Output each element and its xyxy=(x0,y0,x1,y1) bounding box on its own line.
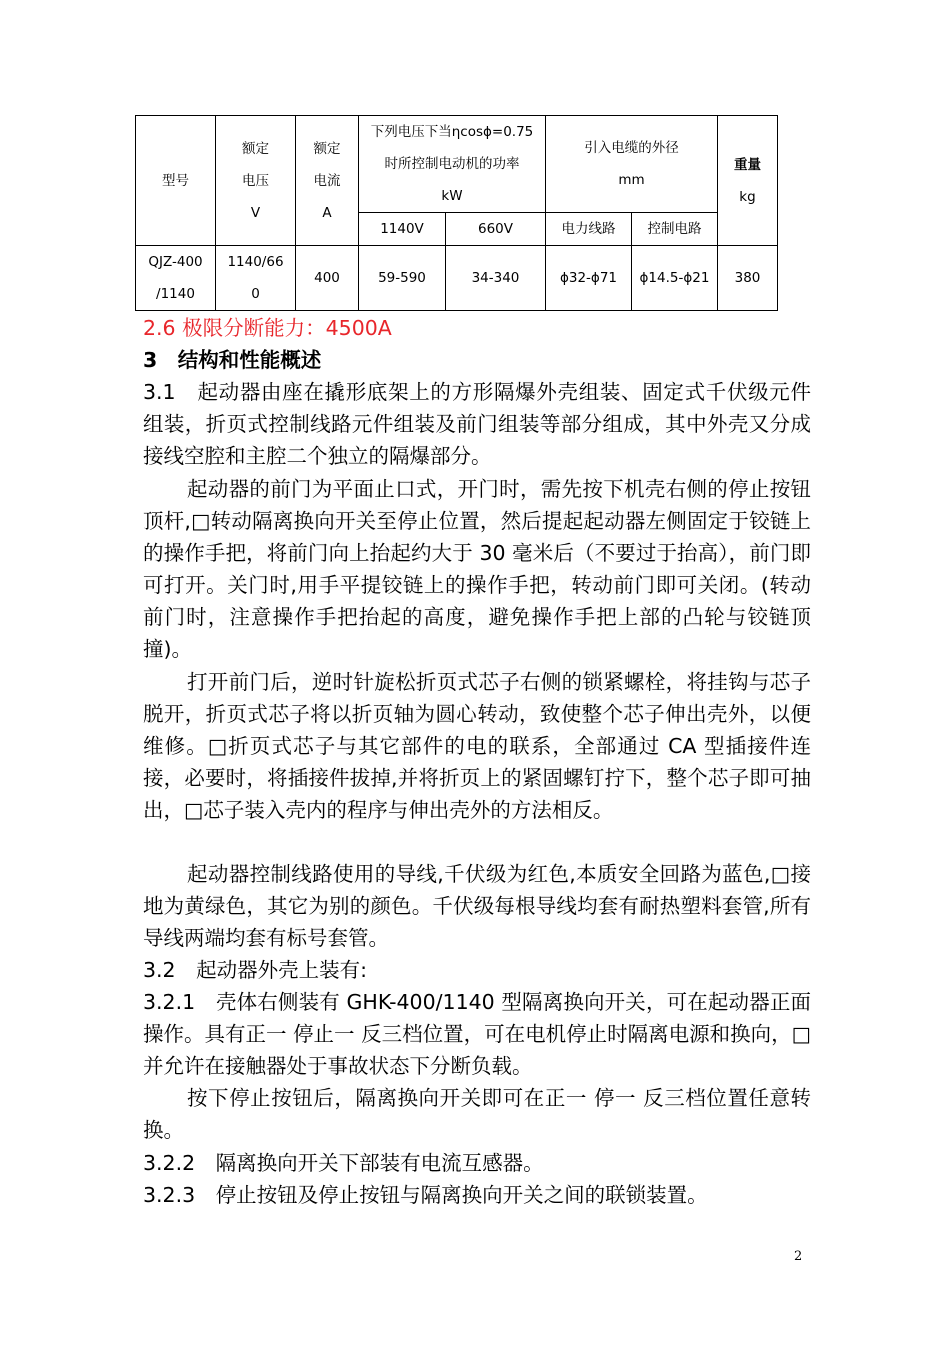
cell-power-1140: 59-590 xyxy=(359,246,446,311)
page-number: 2 xyxy=(794,1249,803,1264)
section-3-title: 3 结构和性能概述 xyxy=(143,348,322,372)
cell-weight: 380 xyxy=(718,246,778,311)
header-current: 额定 电流 A xyxy=(296,116,359,246)
section-2-6-heading: 2.6 极限分断能力：4500A xyxy=(143,316,392,340)
paragraph-3-2: 3.2 起动器外壳上装有: xyxy=(143,958,368,982)
header-voltage: 额定 电压 V xyxy=(216,116,296,246)
header-power-1140: 1140V xyxy=(359,213,446,246)
header-cable: 引入电缆的外径 mm xyxy=(546,116,718,213)
cell-cable-control: ϕ14.5-ϕ21 xyxy=(632,246,718,311)
paragraph-3-1: 3.1 起动器由座在撬形底架上的方形隔爆外壳组装、固定式千伏级元件组装，折页式控制线路元件组装及前门组装等部分组成，其中外壳又分成接线空腔和主腔二个独立的隔爆部分。 xyxy=(143,380,811,468)
spec-table xyxy=(135,115,778,311)
paragraph-3-2-3: 3.2.3 停止按钮及停止按钮与隔离换向开关之间的联锁装置。 xyxy=(143,1183,708,1207)
paragraph-wires: 起动器控制线路使用的导线,千伏级为红色,本质安全回路为蓝色,□接地为黄绿色，其它为别的颜色。千伏级每根导线均套有耐热塑料套管,所有导线两端均套有标号套管。 xyxy=(143,862,811,950)
header-cable-control: 控制电路 xyxy=(632,213,718,246)
header-model: 型号 xyxy=(136,116,216,246)
header-cable-power: 电力线路 xyxy=(546,213,632,246)
header-power: 下列电压下当ηcosϕ=0.75 时所控制电动机的功率 kW xyxy=(359,116,546,213)
cell-current: 400 xyxy=(296,246,359,311)
paragraph-open-door: 打开前门后，逆时针旋松折页式芯子右侧的锁紧螺栓，将挂钩与芯子脱开，折页式芯子将以折页轴为圆心转动，致使整个芯子伸出壳外，以便维修。□折页式芯子与其它部件的电的联系，全部通过 CA 型插接件连接，必要时，将插接件拔掉,并将折页上的紧固螺钉拧下，整个芯子即可抽出，□芯子装入壳内的程序与伸出壳外的方法相反。 xyxy=(143,670,811,822)
paragraph-3-2-1: 3.2.1 壳体右侧装有 GHK-400/1140 型隔离换向开关，可在起动器正面操作。具有正一 停止一 反三档位置，可在电机停止时隔离电源和换向，□并允许在接触器处于事故状态下分断负载。 xyxy=(143,990,811,1078)
cell-power-660: 34-340 xyxy=(446,246,546,311)
cell-cable-power: ϕ32-ϕ71 xyxy=(546,246,632,311)
header-weight: 重量 kg xyxy=(718,116,778,246)
cell-voltage: 1140/66 0 xyxy=(216,246,296,311)
header-power-660: 660V xyxy=(446,213,546,246)
paragraph-stop-button: 按下停止按钮后，隔离换向开关即可在正一 停一 反三档位置任意转换。 xyxy=(143,1086,811,1142)
paragraph-front-door: 起动器的前门为平面止口式，开门时，需先按下机壳右侧的停止按钮顶杆,□转动隔离换向开关至停止位置，然后提起起动器左侧固定于铰链上的操作手把，将前门向上抬起约大于 30 毫米后（不要过于抬高），前门即可打开。关门时,用手平提铰链上的操作手把，转动前门即可关闭。(转动前门时，注意操作手把抬起的高度，避免操作手把上部的凸轮与铰链顶撞)。 xyxy=(143,477,811,661)
paragraph-3-2-2: 3.2.2 隔离换向开关下部装有电流互感器。 xyxy=(143,1151,544,1175)
cell-model: QJZ-400 /1140 xyxy=(136,246,216,311)
